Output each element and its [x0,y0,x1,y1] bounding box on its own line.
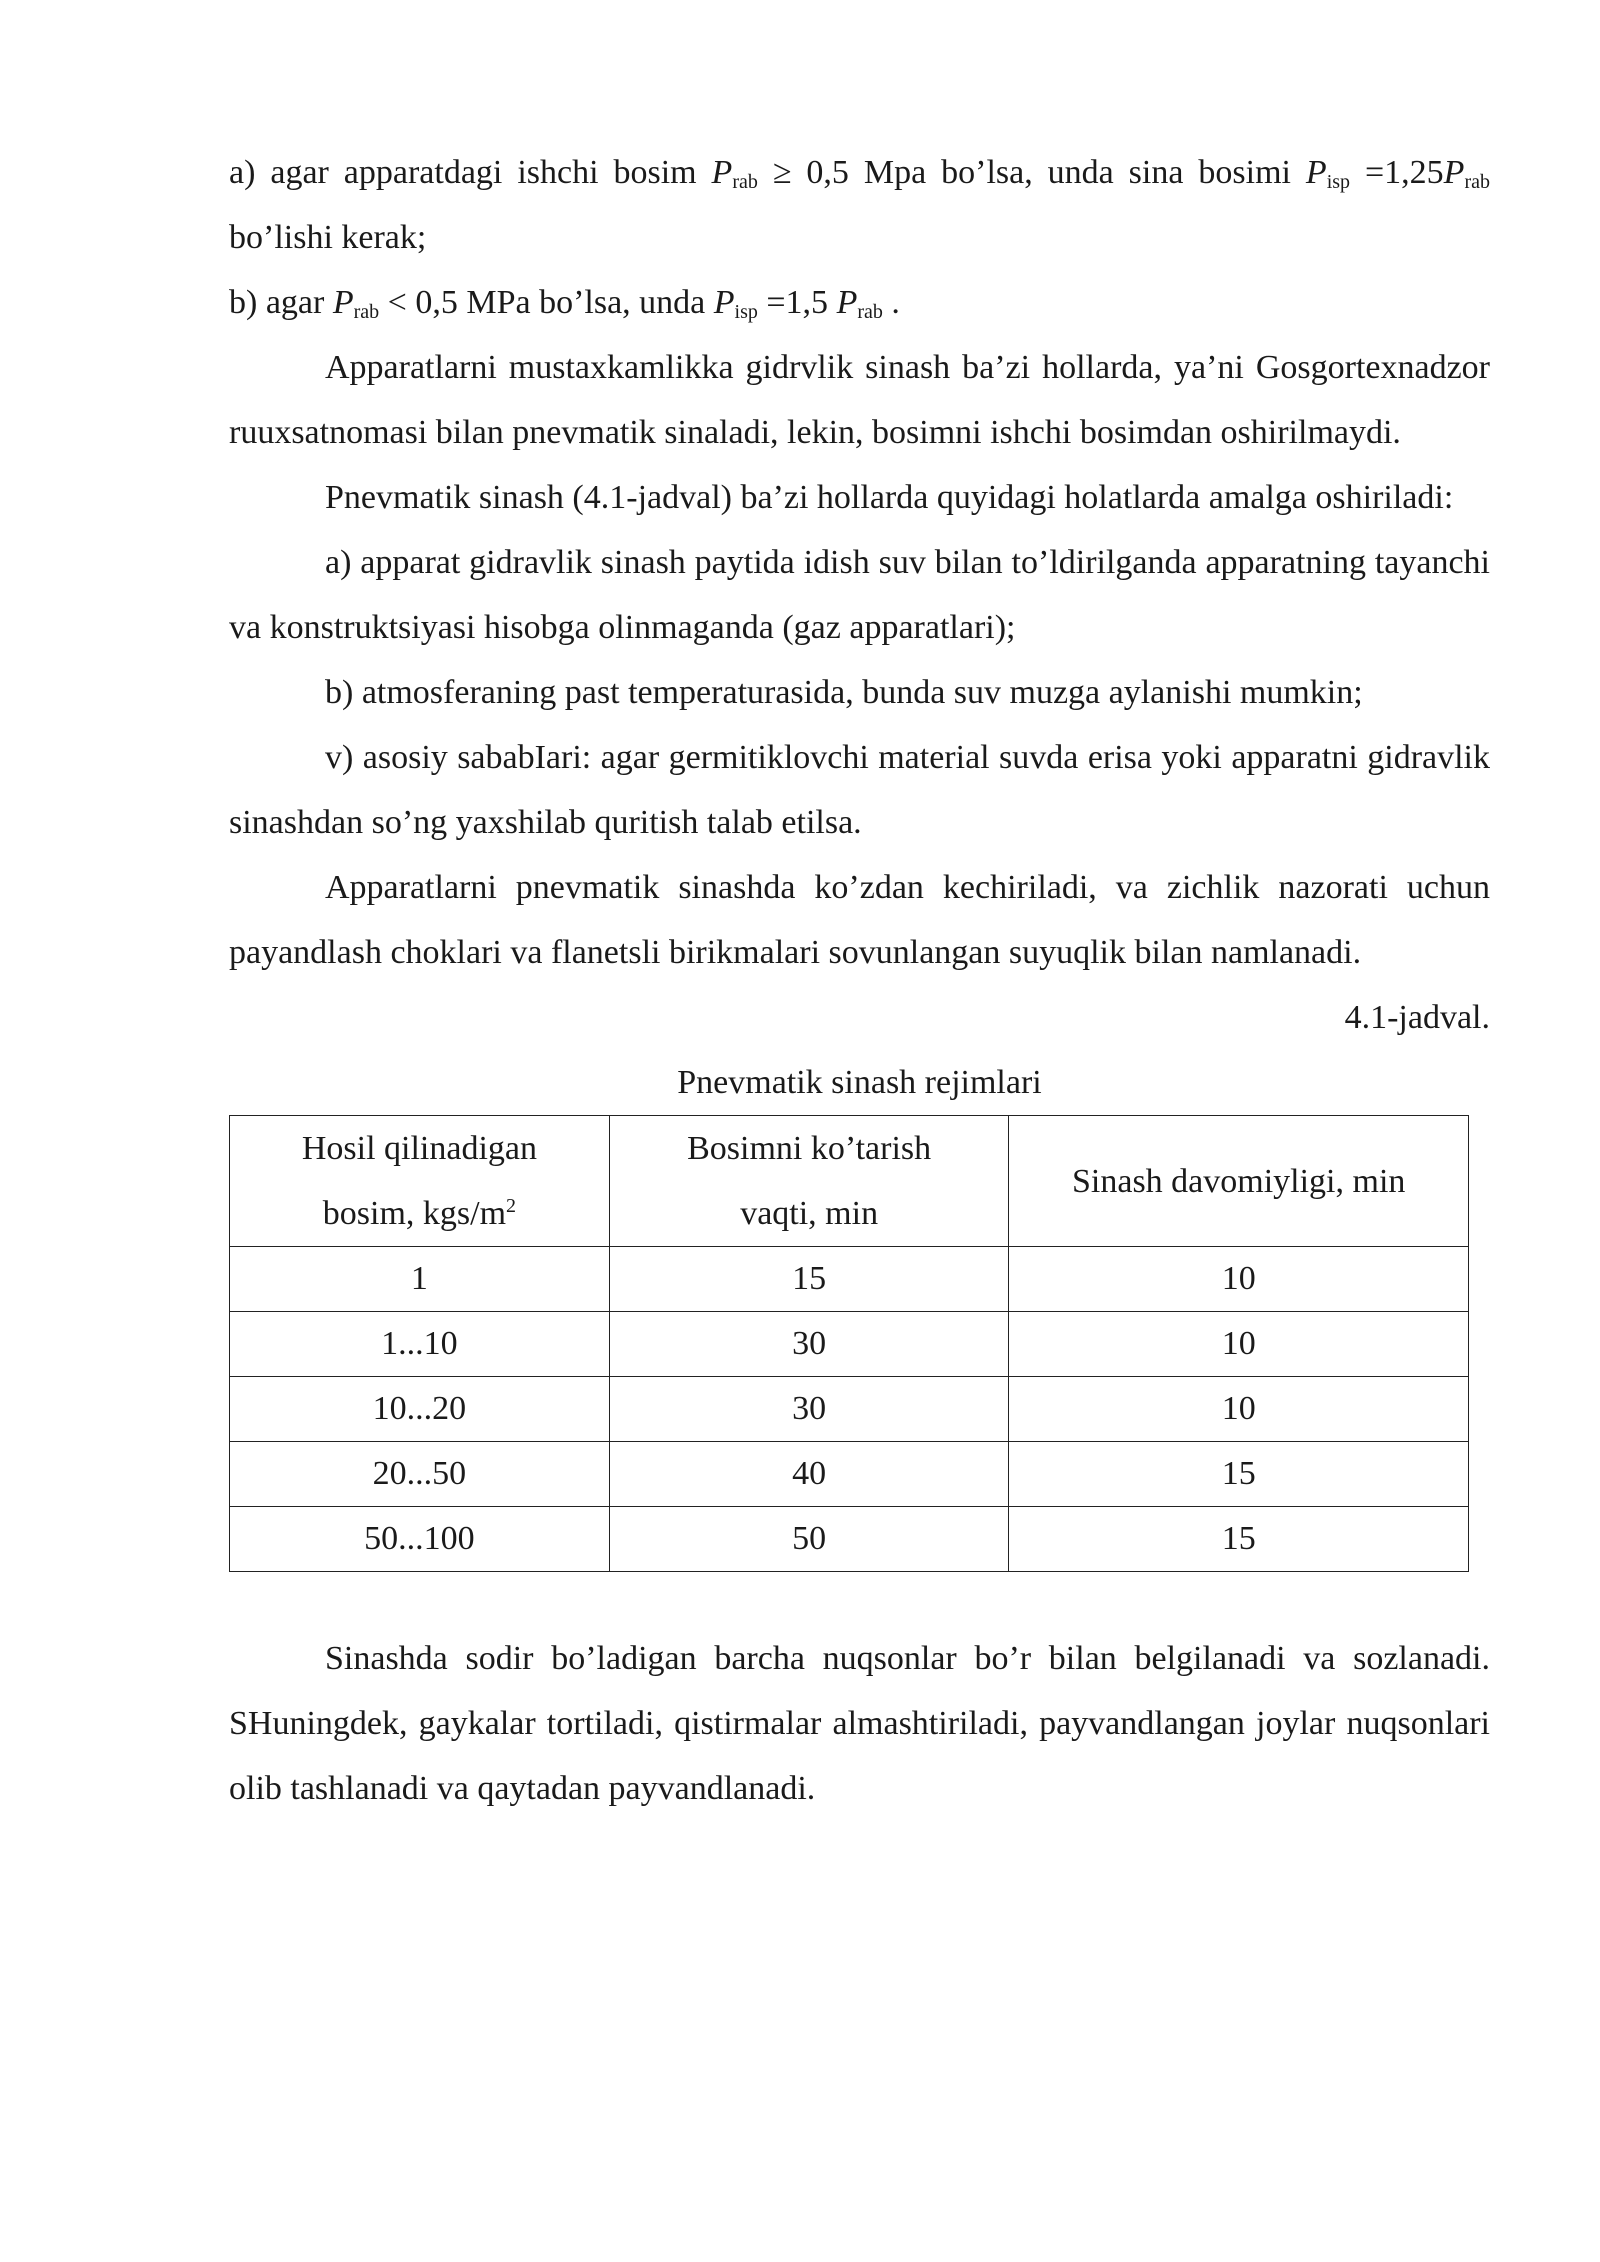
table-cell: 10 [1009,1312,1469,1377]
spacer [229,1572,1490,1626]
table-cell: 15 [1009,1507,1469,1572]
table-cell: 50...100 [230,1507,610,1572]
table-cell: 10 [1009,1377,1469,1442]
table-reference: 4.1-jadval. [1344,999,1490,1036]
table-cell: 1...10 [230,1312,610,1377]
paragraph-strength-test: Apparatlarni mustaxkamlikka gidrvlik sinash ba’zi hollarda, ya’ni Gosgortexnadzor ruuxsatnomasi bilan pnevmatik sinaladi, lekin, bosimni ishchi bosimdan oshirilmaydi. [229,349,1490,451]
table-row [230,1312,1469,1377]
table-cell: 30 [609,1377,1009,1442]
document-page [229,140,1490,1821]
table-row [230,1377,1469,1442]
paragraph-condition-b: b) agar $P_{rab} < 0,5$ MPa bo’lsa, unda $P_{isp} =1,5$ $P_{rab}$ . [229,284,900,323]
table-row [230,1507,1469,1572]
paragraph-inspection: Apparatlarni pnevmatik sinashda ko’zdan kechiriladi, va zichlik nazorati uchun payandlash choklari va flanetsli birikmalari sovunlangan suyuqlik bilan namlanadi. [229,869,1490,971]
pneumatic-test-table [229,1115,1469,1572]
table-title: Pnevmatik sinash rejimlari [677,1064,1042,1101]
header-pressure: Hosil qilinadigan bosim, kgs/$m^2$ [230,1116,610,1247]
paragraph-case-b: b) atmosferaning past temperaturasida, bunda suv muzga aylanishi mumkin; [325,674,1363,711]
table-row [230,1247,1469,1312]
header-rise-time: Bosimni ko’tarish vaqti, min [609,1116,1009,1247]
table-row [230,1442,1469,1507]
paragraph-condition-a: a) agar apparatdagi ishchi bosim $P_{rab} \ge 0,5$ Mpa bo’lsa, unda sina bosimi $P_{isp} =1,25P_{rab}$ bo’lishi kerak; [229,154,1490,256]
paragraph-pneumatic-intro: Pnevmatik sinash (4.1-jadval) ba’zi hollarda quyidagi holatlarda amalga oshiriladi: [325,479,1454,516]
header-duration: Sinash davomiyligi, min [1009,1116,1469,1247]
table-cell: 15 [609,1247,1009,1312]
table-header-row [230,1116,1469,1247]
table-cell: 50 [609,1507,1009,1572]
table-cell: 10...20 [230,1377,610,1442]
table-cell: 20...50 [230,1442,610,1507]
table-cell: 15 [1009,1442,1469,1507]
table-cell: 10 [1009,1247,1469,1312]
paragraph-case-a: a) apparat gidravlik sinash paytida idish suv bilan to’ldirilganda apparatning tayanchi va konstruktsiyasi hisobga olinmaganda (gaz apparatlari); [229,544,1490,646]
table-cell: 40 [609,1442,1009,1507]
paragraph-defects: Sinashda sodir bo’ladigan barcha nuqsonlar bo’r bilan belgilanadi va sozlanadi. SHuningdek, gaykalar tortiladi, qistirmalar almashtiriladi, payvandlangan joylar nuqsonlari olib tashlanadi va qaytadan payvandlanadi. [229,1640,1490,1807]
table-cell: 1 [230,1247,610,1312]
table-cell: 30 [609,1312,1009,1377]
paragraph-case-v: v) asosiy sababIari: agar germitiklovchi material suvda erisa yoki apparatni gidravlik sinashdan so’ng yaxshilab quritish talab etilsa. [229,739,1490,841]
